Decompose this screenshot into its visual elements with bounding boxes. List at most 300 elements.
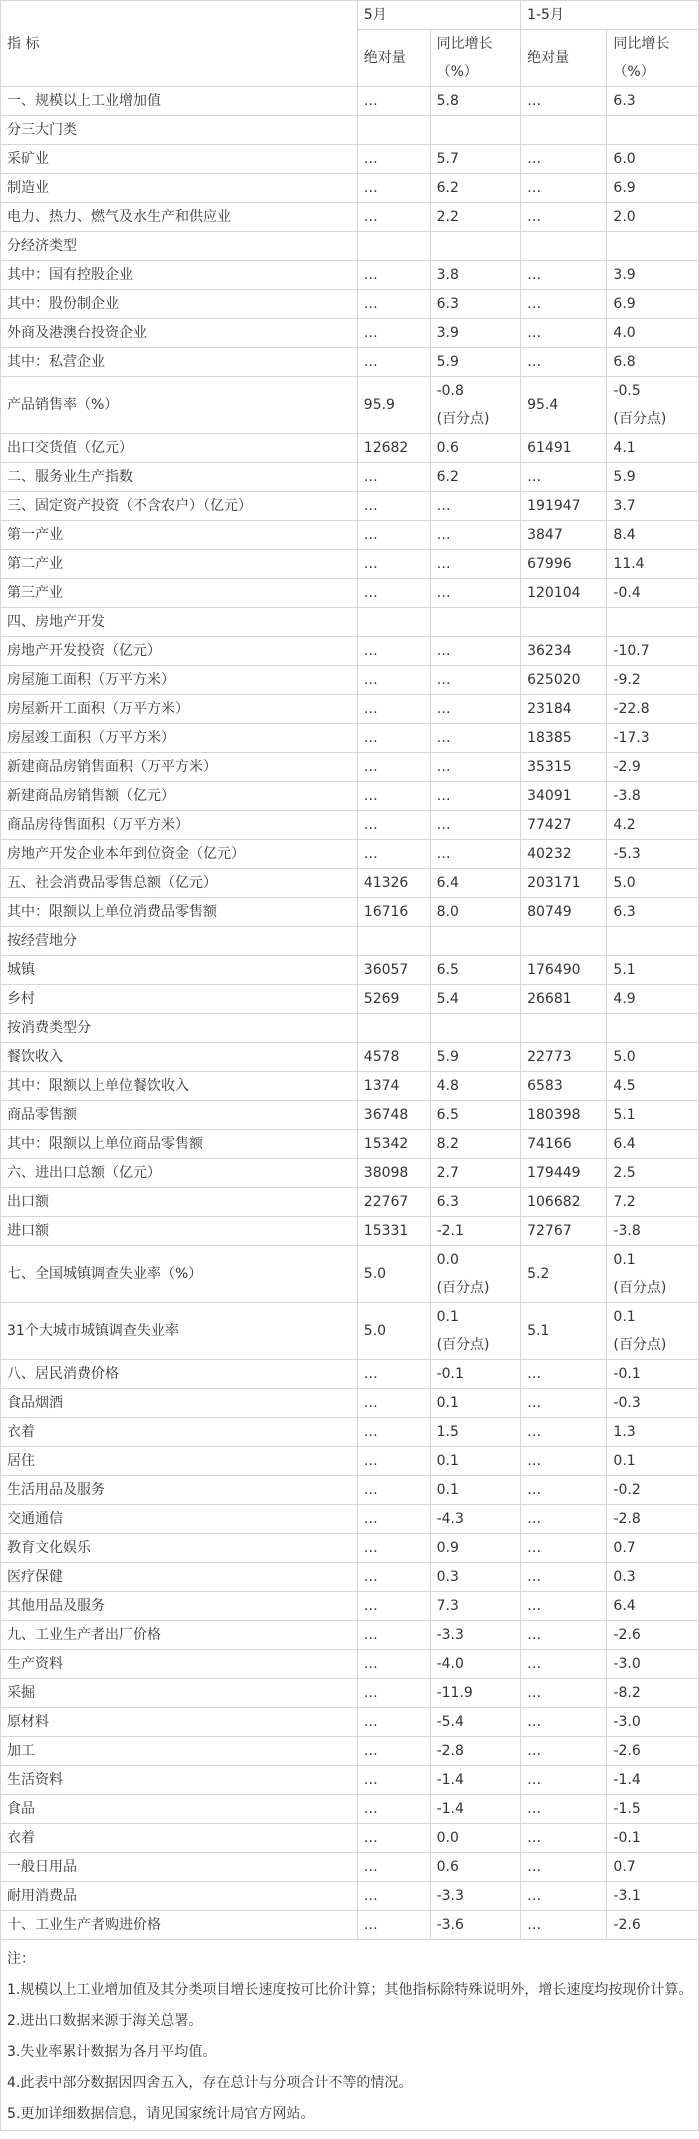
cell-may-growth: -1.4 bbox=[430, 1766, 521, 1795]
cell-janmay-absolute: … bbox=[521, 1650, 607, 1679]
table-row bbox=[1, 1911, 699, 1940]
cell-janmay-growth: -0.1 bbox=[607, 1824, 699, 1853]
row-label: 商品房待售面积（万平方米） bbox=[1, 811, 358, 840]
table-row bbox=[1, 492, 699, 521]
cell-may-growth: 8.0 bbox=[430, 898, 521, 927]
cell-may-growth: … bbox=[430, 753, 521, 782]
table-row bbox=[1, 1737, 699, 1766]
table-row bbox=[1, 87, 699, 116]
cell-may-growth: 6.3 bbox=[430, 1188, 521, 1217]
table-row bbox=[1, 1188, 699, 1217]
cell-janmay-growth: -0.3 bbox=[607, 1389, 699, 1418]
cell-janmay-growth: -0.5 (百分点) bbox=[607, 377, 699, 434]
cell-may-growth: … bbox=[430, 695, 521, 724]
cell-may-growth: 5.7 bbox=[430, 145, 521, 174]
note-item: 1.规模以上工业增加值及其分类项目增长速度按可比价计算；其他指标除特殊说明外，增长速度均按现价计算。 bbox=[7, 1982, 693, 1998]
cell-may-growth: 4.8 bbox=[430, 1072, 521, 1101]
cell-may-absolute: … bbox=[357, 637, 430, 666]
cell-may-absolute bbox=[357, 1014, 430, 1043]
cell-may-growth: 6.2 bbox=[430, 463, 521, 492]
cell-may-absolute: … bbox=[357, 1563, 430, 1592]
cell-janmay-absolute: 106682 bbox=[521, 1188, 607, 1217]
cell-may-growth: -3.3 bbox=[430, 1621, 521, 1650]
cell-may-absolute: 38098 bbox=[357, 1159, 430, 1188]
cell-janmay-absolute: … bbox=[521, 1592, 607, 1621]
cell-may-absolute: … bbox=[357, 1505, 430, 1534]
cell-may-absolute: … bbox=[357, 174, 430, 203]
cell-janmay-growth: -17.3 bbox=[607, 724, 699, 753]
cell-janmay-absolute: 72767 bbox=[521, 1217, 607, 1246]
cell-janmay-growth: -0.2 bbox=[607, 1476, 699, 1505]
cell-may-absolute: … bbox=[357, 492, 430, 521]
cell-janmay-growth: 4.0 bbox=[607, 319, 699, 348]
cell-may-growth: 0.0 bbox=[430, 1824, 521, 1853]
cell-janmay-absolute: … bbox=[521, 1476, 607, 1505]
cell-janmay-growth: 4.2 bbox=[607, 811, 699, 840]
header-janmay-growth: 同比增长 （%） bbox=[607, 30, 699, 87]
row-label: 第三产业 bbox=[1, 579, 358, 608]
cell-janmay-absolute: … bbox=[521, 1418, 607, 1447]
cell-janmay-absolute: 120104 bbox=[521, 579, 607, 608]
cell-may-absolute: 5.0 bbox=[357, 1246, 430, 1303]
cell-may-absolute: … bbox=[357, 579, 430, 608]
table-row bbox=[1, 116, 699, 145]
table-row bbox=[1, 637, 699, 666]
cell-janmay-growth: 4.1 bbox=[607, 434, 699, 463]
table-row bbox=[1, 174, 699, 203]
cell-may-growth: … bbox=[430, 840, 521, 869]
cell-janmay-absolute: … bbox=[521, 1679, 607, 1708]
cell-janmay-growth: 5.9 bbox=[607, 463, 699, 492]
cell-janmay-absolute: … bbox=[521, 1824, 607, 1853]
cell-janmay-absolute: 74166 bbox=[521, 1130, 607, 1159]
cell-janmay-growth: -9.2 bbox=[607, 666, 699, 695]
cell-may-growth: … bbox=[430, 724, 521, 753]
table-row bbox=[1, 550, 699, 579]
cell-may-growth: 0.1 bbox=[430, 1389, 521, 1418]
cell-may-absolute bbox=[357, 116, 430, 145]
row-label: 第一产业 bbox=[1, 521, 358, 550]
table-row bbox=[1, 811, 699, 840]
cell-janmay-absolute: 40232 bbox=[521, 840, 607, 869]
row-label: 一般日用品 bbox=[1, 1853, 358, 1882]
cell-may-absolute: … bbox=[357, 261, 430, 290]
cell-janmay-absolute: … bbox=[521, 87, 607, 116]
table-row bbox=[1, 869, 699, 898]
row-label: 新建商品房销售额（亿元） bbox=[1, 782, 358, 811]
table-row bbox=[1, 579, 699, 608]
table-row bbox=[1, 290, 699, 319]
cell-may-absolute: … bbox=[357, 724, 430, 753]
cell-janmay-absolute: 35315 bbox=[521, 753, 607, 782]
row-label: 产品销售率（%） bbox=[1, 377, 358, 434]
cell-may-absolute: … bbox=[357, 1766, 430, 1795]
cell-may-growth: … bbox=[430, 637, 521, 666]
row-label: 八、居民消费价格 bbox=[1, 1360, 358, 1389]
row-label: 按经营地分 bbox=[1, 927, 358, 956]
cell-janmay-absolute: … bbox=[521, 1621, 607, 1650]
row-label: 采矿业 bbox=[1, 145, 358, 174]
row-label: 食品 bbox=[1, 1795, 358, 1824]
cell-janmay-growth: 5.0 bbox=[607, 1043, 699, 1072]
cell-may-growth: 8.2 bbox=[430, 1130, 521, 1159]
cell-may-growth: 2.7 bbox=[430, 1159, 521, 1188]
cell-janmay-absolute: … bbox=[521, 1389, 607, 1418]
row-label: 其中：国有控股企业 bbox=[1, 261, 358, 290]
cell-janmay-growth: 0.7 bbox=[607, 1534, 699, 1563]
cell-may-growth: 0.1 bbox=[430, 1476, 521, 1505]
cell-may-growth: -3.6 bbox=[430, 1911, 521, 1940]
row-label: 交通通信 bbox=[1, 1505, 358, 1534]
cell-janmay-growth: -3.0 bbox=[607, 1650, 699, 1679]
cell-janmay-absolute: 36234 bbox=[521, 637, 607, 666]
table-row bbox=[1, 608, 699, 637]
cell-may-growth: -0.8 (百分点) bbox=[430, 377, 521, 434]
cell-janmay-growth: 6.9 bbox=[607, 290, 699, 319]
cell-may-growth: -1.4 bbox=[430, 1795, 521, 1824]
cell-janmay-growth: 4.5 bbox=[607, 1072, 699, 1101]
row-label: 其中：私营企业 bbox=[1, 348, 358, 377]
cell-janmay-absolute: … bbox=[521, 1737, 607, 1766]
row-label: 耐用消费品 bbox=[1, 1882, 358, 1911]
row-label: 31个大城市城镇调查失业率 bbox=[1, 1303, 358, 1360]
cell-janmay-growth: -0.4 bbox=[607, 579, 699, 608]
cell-janmay-growth: -3.8 bbox=[607, 1217, 699, 1246]
table-row bbox=[1, 1505, 699, 1534]
cell-janmay-growth: 6.0 bbox=[607, 145, 699, 174]
cell-may-absolute: 36748 bbox=[357, 1101, 430, 1130]
row-label: 生活资料 bbox=[1, 1766, 358, 1795]
note-item: 4.此表中部分数据因四舍五入，存在总计与分项合计不等的情况。 bbox=[7, 2075, 413, 2091]
cell-janmay-growth: 0.1 bbox=[607, 1447, 699, 1476]
row-label: 新建商品房销售面积（万平方米） bbox=[1, 753, 358, 782]
cell-janmay-growth: 2.0 bbox=[607, 203, 699, 232]
cell-may-absolute: … bbox=[357, 319, 430, 348]
cell-janmay-growth: 4.9 bbox=[607, 985, 699, 1014]
cell-janmay-growth: -1.4 bbox=[607, 1766, 699, 1795]
cell-may-growth bbox=[430, 116, 521, 145]
header-may: 5月 bbox=[357, 1, 520, 30]
cell-may-growth: 3.9 bbox=[430, 319, 521, 348]
cell-janmay-growth: 11.4 bbox=[607, 550, 699, 579]
cell-may-absolute: 16716 bbox=[357, 898, 430, 927]
cell-janmay-absolute: … bbox=[521, 290, 607, 319]
cell-may-absolute: 5.0 bbox=[357, 1303, 430, 1360]
cell-janmay-growth: -1.5 bbox=[607, 1795, 699, 1824]
table-row bbox=[1, 753, 699, 782]
table-row bbox=[1, 1389, 699, 1418]
cell-janmay-growth bbox=[607, 116, 699, 145]
cell-janmay-absolute: … bbox=[521, 261, 607, 290]
row-label: 医疗保健 bbox=[1, 1563, 358, 1592]
cell-janmay-absolute: 67996 bbox=[521, 550, 607, 579]
cell-janmay-absolute: … bbox=[521, 1766, 607, 1795]
note-item: 5.更加详细数据信息，请见国家统计局官方网站。 bbox=[7, 2106, 315, 2122]
cell-may-absolute: … bbox=[357, 463, 430, 492]
cell-janmay-absolute: 179449 bbox=[521, 1159, 607, 1188]
row-label: 进口额 bbox=[1, 1217, 358, 1246]
cell-may-growth bbox=[430, 232, 521, 261]
header-jan-may: 1-5月 bbox=[521, 1, 699, 30]
table-row bbox=[1, 666, 699, 695]
row-label: 出口交货值（亿元） bbox=[1, 434, 358, 463]
row-label: 其中：限额以上单位商品零售额 bbox=[1, 1130, 358, 1159]
header-may-absolute: 绝对量 bbox=[357, 30, 430, 87]
cell-janmay-absolute: … bbox=[521, 463, 607, 492]
cell-may-absolute: … bbox=[357, 1737, 430, 1766]
header-janmay-absolute: 绝对量 bbox=[521, 30, 607, 87]
cell-janmay-absolute: … bbox=[521, 1708, 607, 1737]
cell-may-absolute: … bbox=[357, 1911, 430, 1940]
cell-may-growth: 0.3 bbox=[430, 1563, 521, 1592]
cell-janmay-absolute: 180398 bbox=[521, 1101, 607, 1130]
table-row bbox=[1, 1101, 699, 1130]
table-row bbox=[1, 1534, 699, 1563]
cell-may-absolute: … bbox=[357, 1360, 430, 1389]
cell-may-absolute: … bbox=[357, 1795, 430, 1824]
row-label: 制造业 bbox=[1, 174, 358, 203]
table-row bbox=[1, 985, 699, 1014]
table-row bbox=[1, 1014, 699, 1043]
cell-janmay-growth: 0.3 bbox=[607, 1563, 699, 1592]
row-label: 九、工业生产者出厂价格 bbox=[1, 1621, 358, 1650]
cell-janmay-growth: 6.4 bbox=[607, 1592, 699, 1621]
table-row bbox=[1, 1159, 699, 1188]
cell-janmay-absolute bbox=[521, 232, 607, 261]
cell-janmay-growth: 6.9 bbox=[607, 174, 699, 203]
row-label: 食品烟酒 bbox=[1, 1389, 358, 1418]
cell-may-growth: … bbox=[430, 666, 521, 695]
cell-may-absolute: 15342 bbox=[357, 1130, 430, 1159]
cell-may-absolute bbox=[357, 232, 430, 261]
cell-may-absolute: … bbox=[357, 348, 430, 377]
cell-janmay-absolute: 625020 bbox=[521, 666, 607, 695]
cell-may-absolute: … bbox=[357, 550, 430, 579]
cell-janmay-absolute: 191947 bbox=[521, 492, 607, 521]
row-label: 三、固定资产投资（不含农户）（亿元） bbox=[1, 492, 358, 521]
row-label: 房屋竣工面积（万平方米） bbox=[1, 724, 358, 753]
cell-may-growth: … bbox=[430, 782, 521, 811]
cell-may-growth: -0.1 bbox=[430, 1360, 521, 1389]
cell-janmay-growth: 8.4 bbox=[607, 521, 699, 550]
cell-may-growth: -5.4 bbox=[430, 1708, 521, 1737]
cell-janmay-absolute: 95.4 bbox=[521, 377, 607, 434]
row-label: 其中：限额以上单位餐饮收入 bbox=[1, 1072, 358, 1101]
table-row bbox=[1, 1418, 699, 1447]
cell-may-growth: -2.1 bbox=[430, 1217, 521, 1246]
cell-may-absolute: 5269 bbox=[357, 985, 430, 1014]
row-label: 分经济类型 bbox=[1, 232, 358, 261]
cell-janmay-growth: -2.8 bbox=[607, 1505, 699, 1534]
cell-may-absolute: … bbox=[357, 1882, 430, 1911]
cell-janmay-absolute: … bbox=[521, 1505, 607, 1534]
cell-may-absolute: … bbox=[357, 1447, 430, 1476]
cell-may-absolute: … bbox=[357, 145, 430, 174]
table-row bbox=[1, 145, 699, 174]
note-item: 3.失业率累计数据为各月平均值。 bbox=[7, 2044, 217, 2060]
cell-janmay-growth: 6.3 bbox=[607, 87, 699, 116]
table-row bbox=[1, 1795, 699, 1824]
cell-janmay-growth: 3.9 bbox=[607, 261, 699, 290]
cell-may-growth: 7.3 bbox=[430, 1592, 521, 1621]
table-row bbox=[1, 1043, 699, 1072]
table-row bbox=[1, 1679, 699, 1708]
cell-may-absolute: … bbox=[357, 87, 430, 116]
cell-may-growth: 0.1 (百分点) bbox=[430, 1303, 521, 1360]
cell-janmay-growth: 0.1 (百分点) bbox=[607, 1246, 699, 1303]
cell-janmay-growth: -3.8 bbox=[607, 782, 699, 811]
header-indicator: 指 标 bbox=[1, 1, 358, 87]
table-row bbox=[1, 319, 699, 348]
cell-may-growth: 5.4 bbox=[430, 985, 521, 1014]
row-label: 衣着 bbox=[1, 1824, 358, 1853]
cell-may-absolute: … bbox=[357, 695, 430, 724]
cell-may-absolute: 15331 bbox=[357, 1217, 430, 1246]
table-row bbox=[1, 261, 699, 290]
table-row bbox=[1, 1130, 699, 1159]
cell-janmay-growth: -2.6 bbox=[607, 1737, 699, 1766]
cell-janmay-growth: -2.9 bbox=[607, 753, 699, 782]
cell-janmay-growth bbox=[607, 232, 699, 261]
table-row bbox=[1, 348, 699, 377]
cell-may-growth: 6.2 bbox=[430, 174, 521, 203]
row-label: 出口额 bbox=[1, 1188, 358, 1217]
table-row bbox=[1, 840, 699, 869]
row-label: 其中：股份制企业 bbox=[1, 290, 358, 319]
notes-title: 注： bbox=[7, 1951, 35, 1967]
cell-may-growth: 6.5 bbox=[430, 1101, 521, 1130]
cell-janmay-growth: -3.0 bbox=[607, 1708, 699, 1737]
row-label: 城镇 bbox=[1, 956, 358, 985]
cell-janmay-absolute: … bbox=[521, 1882, 607, 1911]
cell-janmay-growth: 6.4 bbox=[607, 1130, 699, 1159]
cell-janmay-growth: 5.1 bbox=[607, 1101, 699, 1130]
table-row bbox=[1, 1563, 699, 1592]
cell-may-growth: -2.8 bbox=[430, 1737, 521, 1766]
row-label: 分三大门类 bbox=[1, 116, 358, 145]
cell-janmay-growth: 5.0 bbox=[607, 869, 699, 898]
cell-janmay-absolute: 26681 bbox=[521, 985, 607, 1014]
cell-may-growth: -4.0 bbox=[430, 1650, 521, 1679]
cell-may-growth: 1.5 bbox=[430, 1418, 521, 1447]
cell-may-absolute: … bbox=[357, 811, 430, 840]
cell-janmay-absolute bbox=[521, 1014, 607, 1043]
cell-janmay-absolute: … bbox=[521, 1447, 607, 1476]
table-row bbox=[1, 1476, 699, 1505]
cell-janmay-absolute: 18385 bbox=[521, 724, 607, 753]
cell-janmay-absolute: … bbox=[521, 1795, 607, 1824]
table-row bbox=[1, 377, 699, 434]
cell-may-absolute: … bbox=[357, 290, 430, 319]
table-row bbox=[1, 1072, 699, 1101]
cell-janmay-absolute: … bbox=[521, 203, 607, 232]
cell-may-absolute: … bbox=[357, 782, 430, 811]
cell-janmay-absolute: … bbox=[521, 174, 607, 203]
header-may-growth: 同比增长 （%） bbox=[430, 30, 521, 87]
cell-janmay-growth: 1.3 bbox=[607, 1418, 699, 1447]
table-row bbox=[1, 434, 699, 463]
cell-may-absolute: … bbox=[357, 753, 430, 782]
cell-janmay-growth: -8.2 bbox=[607, 1679, 699, 1708]
cell-may-absolute: … bbox=[357, 1679, 430, 1708]
cell-may-absolute: … bbox=[357, 1853, 430, 1882]
cell-may-absolute: … bbox=[357, 1650, 430, 1679]
row-label: 电力、热力、燃气及水生产和供应业 bbox=[1, 203, 358, 232]
cell-may-absolute: 22767 bbox=[357, 1188, 430, 1217]
row-label: 五、社会消费品零售总额（亿元） bbox=[1, 869, 358, 898]
cell-janmay-absolute: 80749 bbox=[521, 898, 607, 927]
row-label: 七、全国城镇调查失业率（%） bbox=[1, 1246, 358, 1303]
row-label: 乡村 bbox=[1, 985, 358, 1014]
row-label: 四、房地产开发 bbox=[1, 608, 358, 637]
row-label: 餐饮收入 bbox=[1, 1043, 358, 1072]
row-label: 原材料 bbox=[1, 1708, 358, 1737]
cell-janmay-absolute: … bbox=[521, 348, 607, 377]
cell-janmay-absolute: … bbox=[521, 1853, 607, 1882]
cell-may-growth: 6.5 bbox=[430, 956, 521, 985]
cell-may-growth: 0.0 (百分点) bbox=[430, 1246, 521, 1303]
row-label: 房屋新开工面积（万平方米） bbox=[1, 695, 358, 724]
cell-janmay-growth: -5.3 bbox=[607, 840, 699, 869]
table-row bbox=[1, 1650, 699, 1679]
table-row bbox=[1, 521, 699, 550]
cell-may-growth bbox=[430, 927, 521, 956]
row-label: 六、进出口总额（亿元） bbox=[1, 1159, 358, 1188]
cell-may-absolute: … bbox=[357, 840, 430, 869]
cell-janmay-growth bbox=[607, 927, 699, 956]
cell-janmay-growth: 0.1 (百分点) bbox=[607, 1303, 699, 1360]
table-row bbox=[1, 203, 699, 232]
table-row bbox=[1, 1360, 699, 1389]
row-label: 二、服务业生产指数 bbox=[1, 463, 358, 492]
cell-janmay-growth: 6.3 bbox=[607, 898, 699, 927]
row-label: 其中：限额以上单位消费品零售额 bbox=[1, 898, 358, 927]
cell-janmay-growth: 7.2 bbox=[607, 1188, 699, 1217]
cell-janmay-absolute: 61491 bbox=[521, 434, 607, 463]
row-label: 商品零售额 bbox=[1, 1101, 358, 1130]
cell-janmay-growth: -3.1 bbox=[607, 1882, 699, 1911]
cell-janmay-absolute: 6583 bbox=[521, 1072, 607, 1101]
row-label: 按消费类型分 bbox=[1, 1014, 358, 1043]
table-row bbox=[1, 956, 699, 985]
table-row bbox=[1, 724, 699, 753]
cell-janmay-absolute: 5.2 bbox=[521, 1246, 607, 1303]
cell-janmay-growth: -0.1 bbox=[607, 1360, 699, 1389]
cell-janmay-absolute: … bbox=[521, 319, 607, 348]
cell-may-absolute: … bbox=[357, 1708, 430, 1737]
cell-may-absolute: … bbox=[357, 1534, 430, 1563]
cell-janmay-absolute: 77427 bbox=[521, 811, 607, 840]
table-row bbox=[1, 1621, 699, 1650]
cell-may-growth: 0.6 bbox=[430, 1853, 521, 1882]
row-label: 居住 bbox=[1, 1447, 358, 1476]
table-row bbox=[1, 782, 699, 811]
row-label: 采掘 bbox=[1, 1679, 358, 1708]
cell-may-growth: 6.3 bbox=[430, 290, 521, 319]
row-label: 生活用品及服务 bbox=[1, 1476, 358, 1505]
cell-janmay-absolute bbox=[521, 116, 607, 145]
cell-may-absolute: 12682 bbox=[357, 434, 430, 463]
cell-may-absolute: 41326 bbox=[357, 869, 430, 898]
table-row bbox=[1, 1708, 699, 1737]
cell-janmay-growth: 2.5 bbox=[607, 1159, 699, 1188]
cell-may-growth: -11.9 bbox=[430, 1679, 521, 1708]
row-label: 第二产业 bbox=[1, 550, 358, 579]
note-item: 2.进出口数据来源于海关总署。 bbox=[7, 2013, 203, 2029]
cell-may-absolute: … bbox=[357, 1418, 430, 1447]
cell-may-absolute: … bbox=[357, 521, 430, 550]
row-label: 房地产开发投资（亿元） bbox=[1, 637, 358, 666]
